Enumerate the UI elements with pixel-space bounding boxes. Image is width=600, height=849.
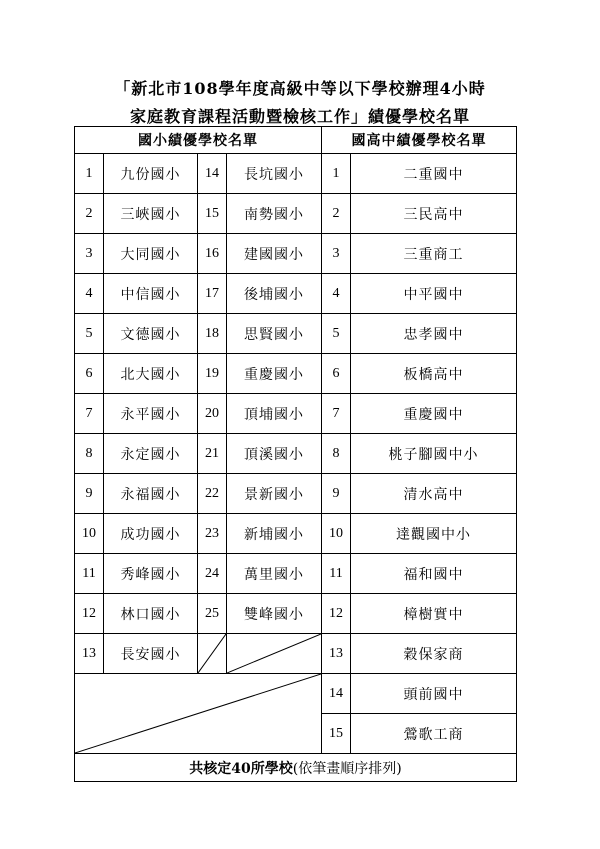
- table-row: [75, 394, 517, 434]
- secondary-school: 忠孝國中: [351, 314, 517, 354]
- secondary-school: 清水高中: [351, 474, 517, 514]
- elementary-no: 9: [75, 474, 104, 514]
- elementary-school: 秀峰國小: [104, 554, 198, 594]
- ordering-note: (依筆畫順序排列): [292, 760, 402, 777]
- secondary-no: 6: [322, 354, 351, 394]
- secondary-no: 12: [322, 594, 351, 634]
- table-row: [75, 594, 517, 634]
- elementary-school: 北大國小: [104, 354, 198, 394]
- elementary-school: 南勢國小: [227, 194, 322, 234]
- secondary-school: 三民高中: [351, 194, 517, 234]
- elementary-school: 大同國小: [104, 234, 198, 274]
- table-row: [75, 354, 517, 394]
- secondary-school: 桃子腳國中小: [351, 434, 517, 474]
- elementary-school: 重慶國小: [227, 354, 322, 394]
- elementary-school: 頂溪國小: [227, 434, 322, 474]
- table-row: [75, 674, 517, 714]
- elementary-no: 10: [75, 514, 104, 554]
- elementary-no: 1: [75, 154, 104, 194]
- table-row: [75, 314, 517, 354]
- elementary-school: 長坑國小: [227, 154, 322, 194]
- elementary-no: 6: [75, 354, 104, 394]
- elementary-no: 18: [198, 314, 227, 354]
- empty-slot-number: [198, 634, 227, 674]
- elementary-no: 11: [75, 554, 104, 594]
- elementary-school: 萬里國小: [227, 554, 322, 594]
- elementary-school: 思賢國小: [227, 314, 322, 354]
- table-row: [75, 474, 517, 514]
- elementary-school: 長安國小: [104, 634, 198, 674]
- elementary-school: 頂埔國小: [227, 394, 322, 434]
- secondary-no: 3: [322, 234, 351, 274]
- diagonal-strike: [227, 634, 321, 673]
- elementary-no: 12: [75, 594, 104, 634]
- elementary-no: 3: [75, 234, 104, 274]
- secondary-school: 頭前國中: [351, 674, 517, 714]
- secondary-no: 9: [322, 474, 351, 514]
- elementary-no: 4: [75, 274, 104, 314]
- secondary-school: 穀保家商: [351, 634, 517, 674]
- total-count-text: 共核定40所學校: [189, 760, 293, 777]
- elementary-school: 三峽國小: [104, 194, 198, 234]
- elementary-no: 2: [75, 194, 104, 234]
- secondary-school: 三重商工: [351, 234, 517, 274]
- elementary-school: 後埔國小: [227, 274, 322, 314]
- secondary-school: 達觀國中小: [351, 514, 517, 554]
- secondary-school: 鶯歌工商: [351, 714, 517, 754]
- diagonal-line: [227, 634, 321, 673]
- table-header-row: [75, 127, 517, 154]
- elementary-school: 雙峰國小: [227, 594, 322, 634]
- table-row: [75, 154, 517, 194]
- elementary-no: 14: [198, 154, 227, 194]
- elementary-school: 永平國小: [104, 394, 198, 434]
- diagonal-line: [75, 674, 321, 753]
- secondary-school: 板橋高中: [351, 354, 517, 394]
- secondary-header: 國高中績優學校名單: [322, 127, 517, 154]
- empty-block: [75, 674, 322, 754]
- table-row: [75, 634, 517, 674]
- document-title-line-2: 家庭教育課程活動暨檢核工作」績優學校名單: [129, 107, 470, 126]
- diagonal-line: [198, 634, 226, 673]
- elementary-no: 22: [198, 474, 227, 514]
- elementary-school: 林口國小: [104, 594, 198, 634]
- honor-roll-table: [74, 126, 517, 782]
- elementary-no: 13: [75, 634, 104, 674]
- elementary-no: 7: [75, 394, 104, 434]
- table-row: [75, 554, 517, 594]
- elementary-header: 國小績優學校名單: [75, 127, 322, 154]
- elementary-no: 8: [75, 434, 104, 474]
- secondary-no: 10: [322, 514, 351, 554]
- document-title-line-1: 「新北市108學年度高級中等以下學校辦理4小時: [114, 79, 486, 98]
- table-row: [75, 434, 517, 474]
- elementary-school: 中信國小: [104, 274, 198, 314]
- secondary-no: 8: [322, 434, 351, 474]
- elementary-school: 永福國小: [104, 474, 198, 514]
- empty-slot-name: [227, 634, 322, 674]
- secondary-no: 14: [322, 674, 351, 714]
- table-row: [75, 234, 517, 274]
- table-row: [75, 274, 517, 314]
- elementary-no: 19: [198, 354, 227, 394]
- elementary-no: 24: [198, 554, 227, 594]
- diagonal-strike: [198, 634, 226, 673]
- secondary-school: 重慶國中: [351, 394, 517, 434]
- elementary-school: 文德國小: [104, 314, 198, 354]
- secondary-no: 13: [322, 634, 351, 674]
- secondary-school: 中平國中: [351, 274, 517, 314]
- elementary-no: 15: [198, 194, 227, 234]
- elementary-school: 新埔國小: [227, 514, 322, 554]
- secondary-no: 4: [322, 274, 351, 314]
- elementary-school: 景新國小: [227, 474, 322, 514]
- secondary-school: 二重國中: [351, 154, 517, 194]
- elementary-school: 九份國小: [104, 154, 198, 194]
- table-row: [75, 194, 517, 234]
- elementary-school: 永定國小: [104, 434, 198, 474]
- elementary-no: 17: [198, 274, 227, 314]
- secondary-school: 樟樹實中: [351, 594, 517, 634]
- secondary-no: 11: [322, 554, 351, 594]
- elementary-school: 建國國小: [227, 234, 322, 274]
- diagonal-strike: [75, 674, 321, 753]
- secondary-no: 2: [322, 194, 351, 234]
- elementary-no: 23: [198, 514, 227, 554]
- secondary-no: 5: [322, 314, 351, 354]
- total-summary: [75, 754, 517, 782]
- elementary-no: 20: [198, 394, 227, 434]
- secondary-school: 福和國中: [351, 554, 517, 594]
- elementary-no: 16: [198, 234, 227, 274]
- elementary-no: 5: [75, 314, 104, 354]
- secondary-no: 15: [322, 714, 351, 754]
- secondary-no: 7: [322, 394, 351, 434]
- table-footer-row: [75, 754, 517, 782]
- elementary-school: 成功國小: [104, 514, 198, 554]
- table-row: [75, 514, 517, 554]
- elementary-no: 25: [198, 594, 227, 634]
- elementary-no: 21: [198, 434, 227, 474]
- secondary-no: 1: [322, 154, 351, 194]
